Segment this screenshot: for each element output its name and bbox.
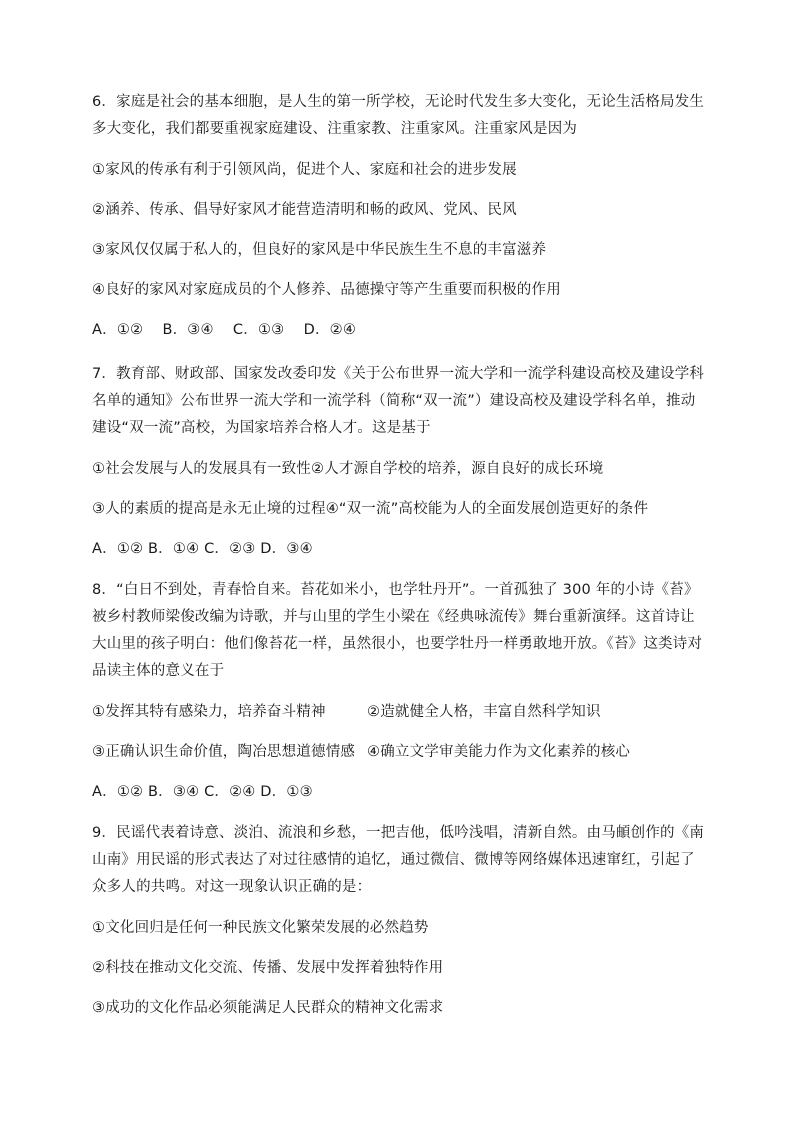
question-8-option-1: ①发挥其特有感染力，培养奋斗精神 — [92, 704, 326, 720]
question-8-option-3: ③正确认识生命价值，陶冶思想道德情感 — [92, 744, 356, 760]
question-7 — [92, 361, 707, 559]
question-7-stem: 7．教育部、财政部、国家发改委印发《关于公布世界一流大学和一流学科建设高校及建设学科名单的通知》公布世界一流大学和一流学科（简称“双一流”）建设高校及建设学科名单，推动建设“双一流”高校，为国家培养合格人才。这是基于 — [92, 366, 705, 436]
question-9-option-1: ①文化回归是任何一种民族文化繁荣发展的必然趋势 — [92, 920, 429, 936]
question-6-option-4: ④良好的家风对家庭成员的个人修养、品德操守等产生重要而积极的作用 — [92, 282, 561, 298]
question-6-option-1: ①家风的传承有利于引领风尚，促进个人、家庭和社会的进步发展 — [92, 162, 517, 178]
question-7-option-1: ①社会发展与人的发展具有一致性②人才源自学校的培养，源自良好的成长环境 — [92, 461, 604, 477]
question-8 — [92, 577, 707, 802]
question-6 — [92, 89, 707, 340]
question-9-stem: 9．民谣代表着诗意、淡泊、流浪和乡愁，一把吉他，低吟浅唱，清新自然。由马頔创作的《南山南》用民谣的形式表达了对过往感情的追忆，通过微信、微博等网络媒体迅速窜红，引起了众多人的共鸣。对这一现象认识正确的是： — [92, 825, 705, 895]
question-6-answers: A．①② B．③④ C．①③ D．②④ — [92, 322, 357, 338]
question-6-option-3: ③家风仅仅属于私人的，但良好的家风是中华民族生生不息的丰富滋养 — [92, 242, 547, 258]
question-6-stem: 6．家庭是社会的基本细胞，是人生的第一所学校，无论时代发生多大变化，无论生活格局发生多大变化，我们都要重视家庭建设、注重家教、注重家风。注重家风是因为 — [92, 94, 705, 137]
question-8-answers: A．①② B．③④ C．②④ D．①③ — [92, 784, 313, 800]
question-9-option-2: ②科技在推动文化交流、传播、发展中发挥着独特作用 — [92, 960, 444, 976]
question-8-stem: 8．“白日不到处，青春恰自来。苔花如米小，也学牡丹开”。一首孤独了 300 年的小诗《苔》被乡村教师梁俊改编为诗歌，并与山里的学生小梁在《经典咏流传》舞台重新演绎。这首诗让大山里的孩子明白：他们像苔花一样，虽然很小，也要学牡丹一样勇敢地开放。《苔》这类诗对品读主体的意义在于 — [92, 582, 703, 679]
question-9 — [92, 820, 707, 1018]
question-9-option-3: ③成功的文化作品必须能满足人民群众的精神文化需求 — [92, 1000, 444, 1016]
question-8-option-2: ②造就健全人格，丰富自然科学知识 — [367, 704, 601, 720]
question-8-options-row-2 — [92, 742, 707, 762]
question-7-answers: A．①② B．①④ C．②③ D．③④ — [92, 541, 313, 557]
question-6-option-2: ②涵养、传承、倡导好家风才能营造清明和畅的政风、党风、民风 — [92, 202, 517, 218]
question-8-option-4: ④确立文学审美能力作为文化素养的核心 — [367, 744, 631, 760]
question-7-option-2: ③人的素质的提高是永无止境的过程④“双一流”高校能为人的全面发展创造更好的条件 — [92, 501, 649, 517]
question-8-options-row-1 — [92, 702, 707, 722]
